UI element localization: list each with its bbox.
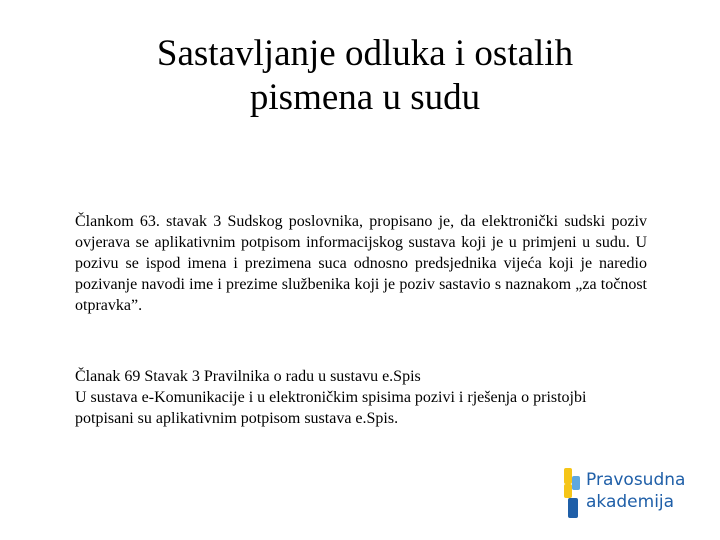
logo-text-line-1: Pravosudna	[586, 470, 686, 490]
paragraph-clanak-63: Člankom 63. stavak 3 Sudskog poslovnika, propisano je, da elektronički sudski poziv ovjerava se aplikativnim potpisom informacijskog sustava koji je u primjeni u sudu. U pozivu se ispod imena i prezimena suca odnosno predsjednika vijeća koji je naredio pozivanje navodi ime i prezime službenika koji je poziv sastavio s naznakom „za točnost otpravka”.	[75, 213, 647, 314]
slide-title	[110, 32, 620, 120]
slide-title-line-2: pismena u sudu	[249, 77, 481, 118]
logo-text	[586, 469, 685, 513]
pravosudna-akademija-logo	[562, 466, 692, 520]
logo-mark-icon	[562, 466, 582, 520]
paragraph-clanak-69-heading: Članak 69 Stavak 3 Pravilnika o radu u sustavu e.Spis	[75, 368, 421, 385]
slide-title-line-1: Sastavljanje odluka i ostalih	[156, 33, 574, 74]
logo-text-line-2: akademija	[586, 492, 675, 512]
paragraph-clanak-69-body: U sustava e-Komunikacije i u elektroničkim spisima pozivi i rješenja o pristojbi potpisani su aplikativnim potpisom sustava e.Spis.	[75, 389, 587, 427]
paragraph-clanak-69	[75, 366, 647, 429]
